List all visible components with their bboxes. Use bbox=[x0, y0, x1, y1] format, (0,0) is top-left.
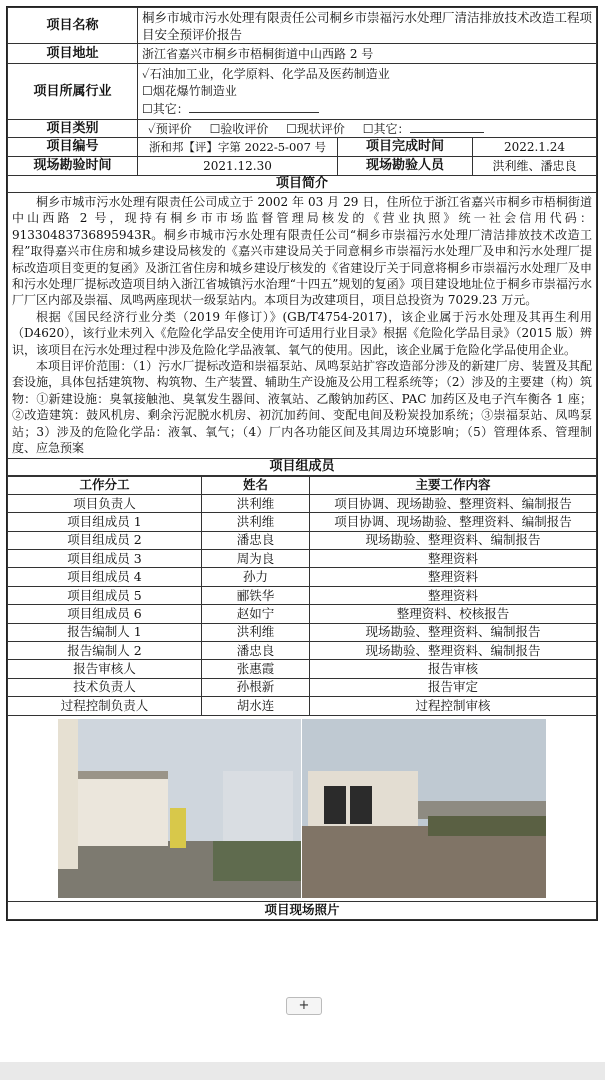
member-name: 孙根新 bbox=[202, 678, 310, 696]
members-header-role: 工作分工 bbox=[8, 476, 202, 494]
project-address-label: 项目地址 bbox=[8, 44, 138, 64]
member-row bbox=[8, 550, 597, 568]
finish-time-label: 项目完成时间 bbox=[338, 138, 473, 157]
expand-button[interactable]: + bbox=[286, 997, 322, 1015]
member-role: 项目组成员 4 bbox=[8, 568, 202, 586]
industry-option-other bbox=[142, 100, 592, 118]
member-name: 郦铁华 bbox=[202, 586, 310, 604]
project-name-label: 项目名称 bbox=[8, 8, 138, 44]
member-row bbox=[8, 642, 597, 660]
project-number-value: 浙和邦【评】字第 2022-5-007 号 bbox=[138, 138, 338, 157]
member-row bbox=[8, 660, 597, 678]
member-row bbox=[8, 605, 597, 623]
member-role: 项目组成员 6 bbox=[8, 605, 202, 623]
project-info-sheet bbox=[6, 6, 598, 921]
type-option-pre: ✓预评价 bbox=[148, 121, 192, 136]
survey-staff-label: 现场勘验人员 bbox=[338, 157, 473, 176]
type-option-other: ☐其它： bbox=[362, 121, 410, 136]
intro-paragraph-2: 根据《国民经济行业分类（2019 年修订）》(GB/T4754-2017)，该企业属于污水处理及其再生利用（D4620），该行业未列入《危险化学品安全使用许可适用行业目录》根据《危险化学品目录》（2015 版）辨识，该项目在污水处理过程中涉及危险化学品液氧、氧气的使用。因此，该企业属于危险化学品使用企业。 bbox=[12, 309, 592, 357]
photo-right-ground bbox=[302, 826, 546, 898]
members-rows bbox=[8, 494, 597, 715]
member-name: 赵如宁 bbox=[202, 605, 310, 623]
industry-option-fireworks: ☐烟花爆竹制造业 bbox=[142, 83, 237, 98]
project-info-table bbox=[7, 7, 597, 476]
photo-left-fence bbox=[223, 771, 293, 849]
member-role: 项目负责人 bbox=[8, 494, 202, 512]
photo-right-tank-1 bbox=[324, 786, 346, 824]
member-work: 整理资料 bbox=[310, 586, 597, 604]
member-role: 项目组成员 1 bbox=[8, 513, 202, 531]
project-address-value: 浙江省嘉兴市桐乡市梧桐街道中山西路 2 号 bbox=[138, 44, 597, 64]
member-name: 周为良 bbox=[202, 550, 310, 568]
member-role: 技术负责人 bbox=[8, 678, 202, 696]
member-work: 现场勘验、整理资料、编制报告 bbox=[310, 642, 597, 660]
photo-left-shrubs bbox=[213, 841, 301, 881]
member-work: 现场勘验、整理资料、编制报告 bbox=[310, 531, 597, 549]
site-photos-svg bbox=[8, 716, 598, 901]
project-type-label: 项目类别 bbox=[8, 120, 138, 138]
member-work: 报告审定 bbox=[310, 678, 597, 696]
photo-left-gate bbox=[170, 808, 186, 848]
project-number-label: 项目编号 bbox=[8, 138, 138, 157]
member-row bbox=[8, 513, 597, 531]
members-header-name: 姓名 bbox=[202, 476, 310, 494]
member-row bbox=[8, 697, 597, 715]
member-row bbox=[8, 531, 597, 549]
intro-body bbox=[8, 193, 597, 459]
member-name: 洪利维 bbox=[202, 623, 310, 641]
member-work: 整理资料、校核报告 bbox=[310, 605, 597, 623]
project-industry-label: 项目所属行业 bbox=[8, 64, 138, 120]
member-row bbox=[8, 586, 597, 604]
survey-time-label: 现场勘验时间 bbox=[8, 157, 138, 176]
intro-paragraph-1: 桐乡市城市污水处理有限责任公司成立于 2002 年 03 月 29 日，住所位于浙江省嘉兴市桐乡市梧桐街道中山西路 2 号，现持有桐乡市市场监督管理局核发的《营业执照》统一社会信用代码：91330483736895943R。桐乡市城市污水处理有限责任公司“桐乡市崇福污水处理厂清洁排放技术改造工程”取得嘉兴市住房和城乡建设局核发的《嘉兴市建设局关于同意桐乡市崇福污水处理厂及申和污水处理厂提标改造项目变更的复函》及浙江省住房和城乡建设厅核发的《省建设厅关于同意将桐乡市崇福污水处理厂及申和污水处理厂提标改造项目纳入浙江省城镇污水治理“十四五”规划的复函》项目建设地址位于桐乡市崇福污水厂厂区内部及崇福、凤鸣两座现状一级泵站内。本项目为改建项目，项目总投资为 7029.23 万元。 bbox=[12, 195, 592, 308]
finish-time-value: 2022.1.24 bbox=[473, 138, 597, 157]
industry-option-other-label: ☐其它： bbox=[142, 101, 189, 116]
intro-paragraph-3: 本项目评价范围：（1）污水厂提标改造和崇福泵站、凤鸣泵站扩容改造部分涉及的新建厂房、装置及其配套设施，具体包括建筑物、构筑物、生产装置、辅助生产设施及公用工程系统等；（2）涉及的主要建（构）筑物：①新建设施：臭氧接触池、臭氧发生器间、液氧站、乙酸钠加药区、PAC 加药区及电子汽车衡各 1 座；②改造建筑：鼓风机房、剩余污泥脱水机房、初沉加药间、变配电间及粉炭投加系统；③崇福泵站、凤鸣泵站；3）涉及的危险化学品：液氧、氧气；（4）厂内各功能区间及其周边环境影响；（5）管理体系、管理制度、应急预案 bbox=[12, 359, 592, 456]
photo-left-building bbox=[78, 776, 168, 846]
photo-right-tank-2 bbox=[350, 786, 372, 824]
member-name: 胡水连 bbox=[202, 697, 310, 715]
member-row bbox=[8, 623, 597, 641]
photo-left-building-tall bbox=[58, 719, 78, 869]
member-role: 报告编制人 2 bbox=[8, 642, 202, 660]
type-option-acceptance: ☐验收评价 bbox=[209, 121, 269, 136]
member-work: 整理资料 bbox=[310, 568, 597, 586]
member-name: 洪利维 bbox=[202, 494, 310, 512]
member-row bbox=[8, 568, 597, 586]
members-table bbox=[7, 476, 597, 920]
member-name: 张惠霞 bbox=[202, 660, 310, 678]
member-role: 项目组成员 2 bbox=[8, 531, 202, 549]
member-name: 潘忠良 bbox=[202, 642, 310, 660]
member-role: 过程控制负责人 bbox=[8, 697, 202, 715]
type-option-status: ☐现状评价 bbox=[286, 121, 345, 136]
project-name-value: 桐乡市城市污水处理有限责任公司桐乡市崇福污水处理厂清洁排放技术改造工程项目安全预评价报告 bbox=[138, 8, 597, 44]
member-role: 项目组成员 5 bbox=[8, 586, 202, 604]
industry-option-chemical: ✓石油加工业，化学原料、化学品及医药制造业 bbox=[142, 66, 390, 81]
member-role: 报告编制人 1 bbox=[8, 623, 202, 641]
member-role: 报告审核人 bbox=[8, 660, 202, 678]
member-name: 洪利维 bbox=[202, 513, 310, 531]
member-work: 整理资料 bbox=[310, 550, 597, 568]
member-work: 项目协调、现场勘验、整理资料、编制报告 bbox=[310, 494, 597, 512]
member-work: 过程控制审核 bbox=[310, 697, 597, 715]
site-photos bbox=[8, 715, 597, 901]
intro-title: 项目简介 bbox=[8, 176, 597, 193]
member-row bbox=[8, 494, 597, 512]
members-header-work: 主要工作内容 bbox=[310, 476, 597, 494]
project-type-options bbox=[138, 120, 597, 138]
bottom-bar bbox=[0, 1062, 605, 1080]
member-role: 项目组成员 3 bbox=[8, 550, 202, 568]
photo-left-roof bbox=[78, 771, 168, 779]
project-industry-options bbox=[138, 64, 597, 120]
survey-staff-value: 洪利维、潘忠良 bbox=[473, 157, 597, 176]
photo-right-vegetation bbox=[428, 816, 546, 836]
members-title: 项目组成员 bbox=[8, 458, 597, 475]
member-work: 报告审核 bbox=[310, 660, 597, 678]
member-name: 潘忠良 bbox=[202, 531, 310, 549]
member-work: 现场勘验、整理资料、编制报告 bbox=[310, 623, 597, 641]
member-row bbox=[8, 678, 597, 696]
member-name: 孙力 bbox=[202, 568, 310, 586]
survey-time-value: 2021.12.30 bbox=[138, 157, 338, 176]
photos-caption: 项目现场照片 bbox=[8, 901, 597, 919]
member-work: 项目协调、现场勘验、整理资料、编制报告 bbox=[310, 513, 597, 531]
